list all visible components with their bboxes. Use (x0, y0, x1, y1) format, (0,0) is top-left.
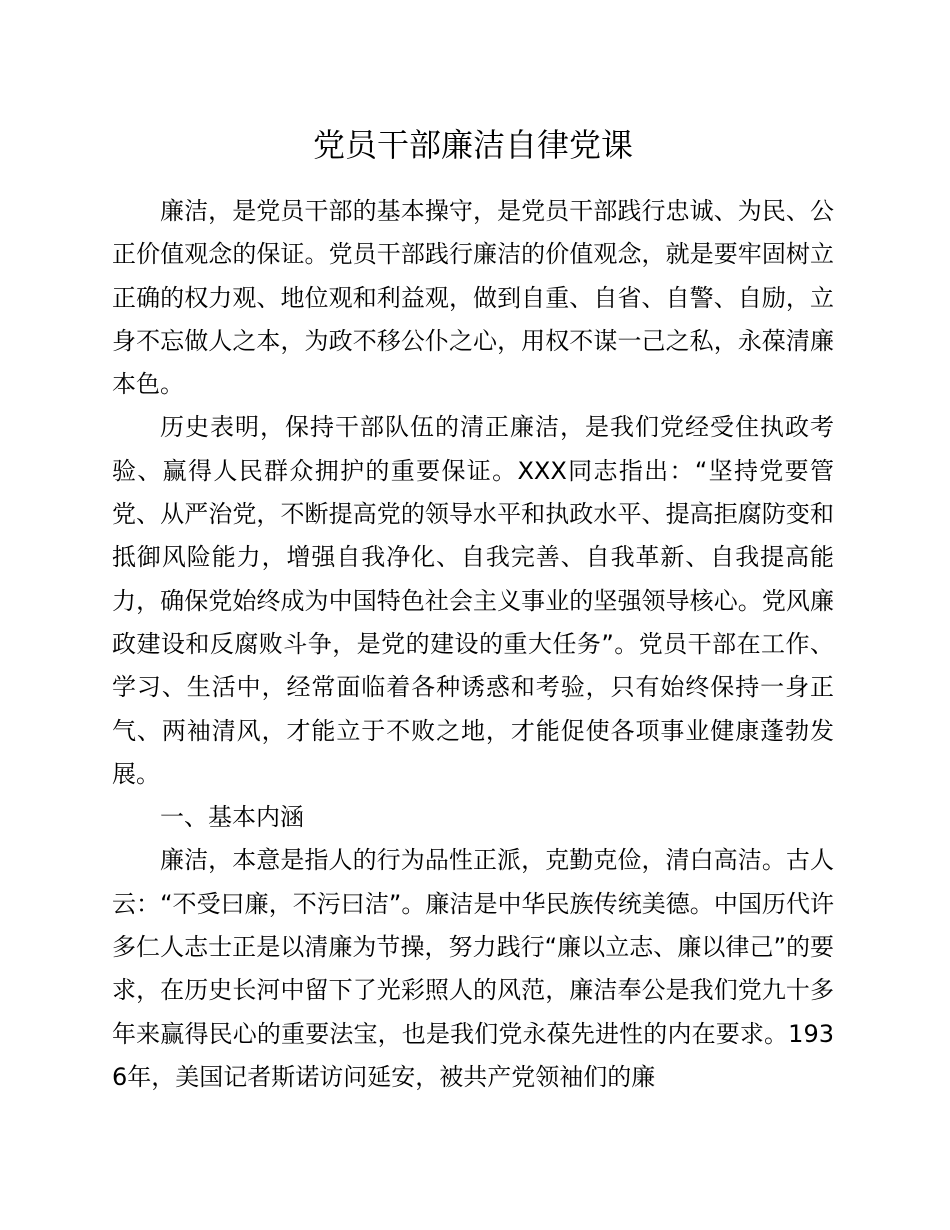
paragraph-history: 历史表明，保持干部队伍的清正廉洁，是我们党经受住执政考验、赢得人民群众拥护的重要保证。XXX同志指出：“坚持党要管党、从严治党，不断提高党的领导水平和执政水平、提高拒腐防变和抵御风险能力，增强自我净化、自我完善、自我革新、自我提高能力，确保党始终成为中国特色社会主义事业的坚强领导核心。党风廉政建设和反腐败斗争，是党的建设的重大任务”。党员干部在工作、学习、生活中，经常面临着各种诱惑和考验，只有始终保持一身正气、两袖清风，才能立于不败之地，才能促使各项事业健康蓬勃发展。 (112, 413, 834, 788)
section-heading-basic-meaning: 一、基本内涵 (160, 803, 304, 832)
paragraph-integrity-definition: 廉洁，是党员干部的基本操守，是党员干部践行忠诚、为民、公正价值观念的保证。党员干部践行廉洁的价值观念，就是要牢固树立正确的权力观、地位观和利益观，做到自重、自省、自警、自励，立身不忘做人之本，为政不移公仆之心，用权不谋一己之私，永葆清廉本色。 (112, 197, 834, 399)
paragraph-basic-meaning: 廉洁，本意是指人的行为品性正派，克勤克俭，清白高洁。古人云：“不受曰廉，不污曰洁”。廉洁是中华民族传统美德。中国历代许多仁人志士正是以清廉为节操，努力践行“廉以立志、廉以律己”的要求，在历史长河中留下了光彩照人的风范，廉洁奉公是我们党九十多年来赢得民心的重要法宝，也是我们党永葆先进性的内在要求。1936年，美国记者斯诺访问延安，被共产党领袖们的廉 (112, 846, 834, 1091)
document-body (112, 118, 834, 1099)
document-title: 党员干部廉洁自律党课 (312, 126, 633, 164)
